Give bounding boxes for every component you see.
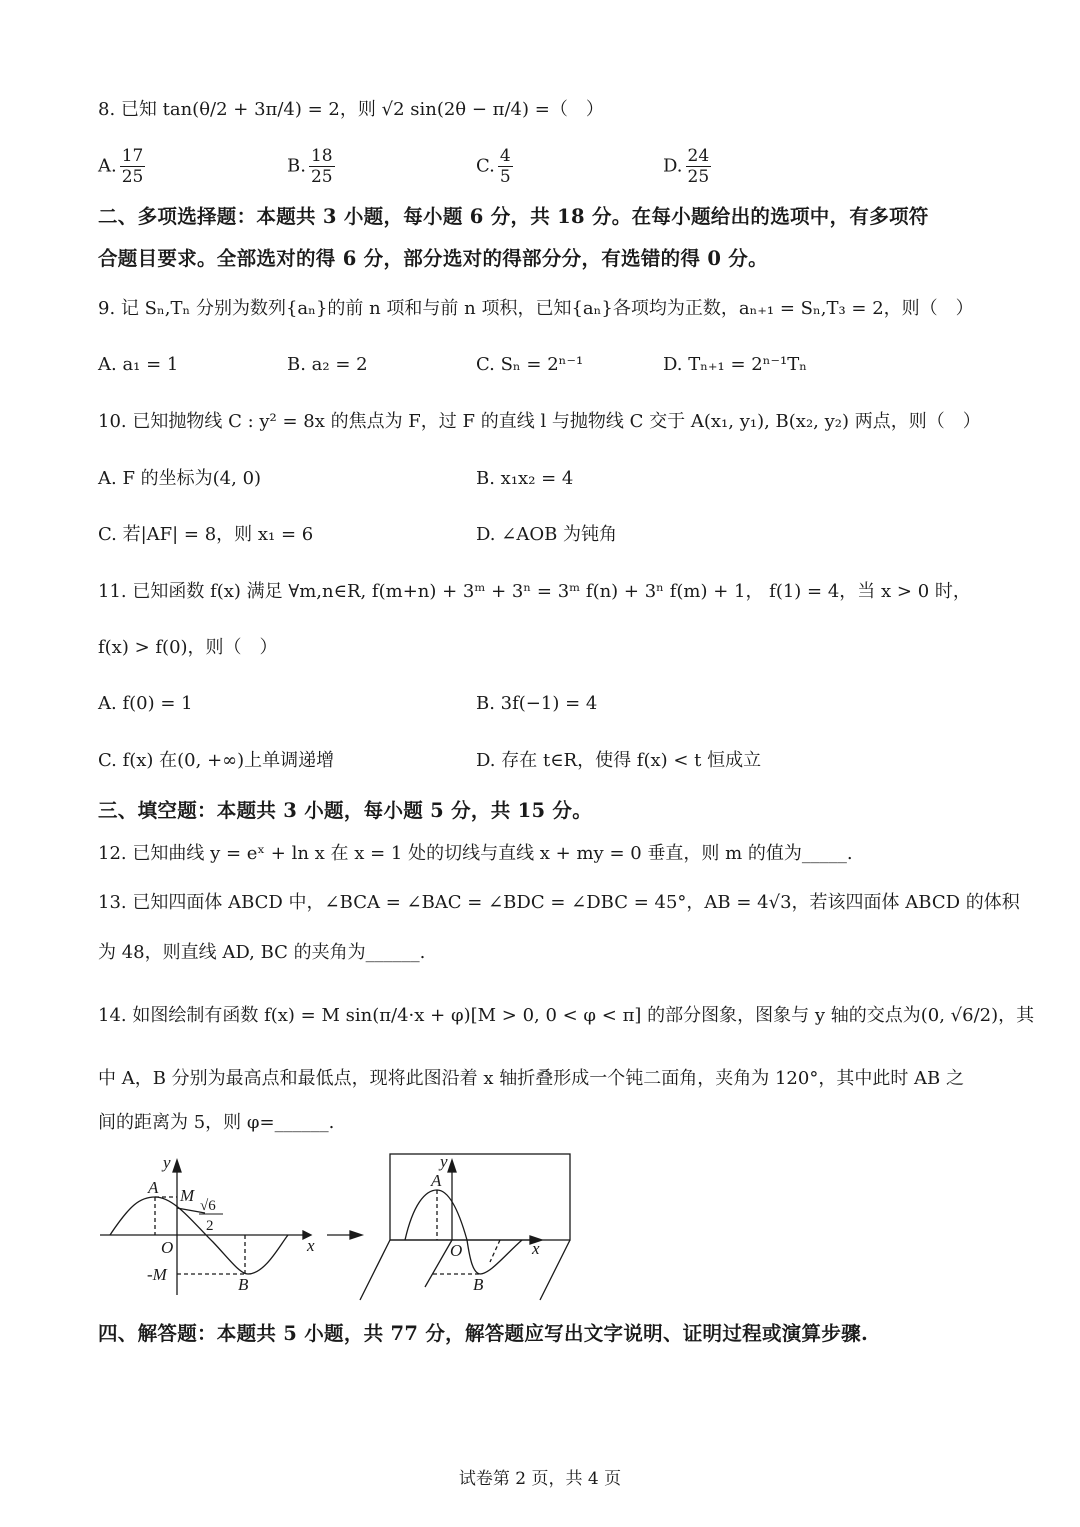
- section3-heading: 三、填空题：本题共 3 小题，每小题 5 分，共 15 分。: [98, 799, 593, 822]
- q8-stem: 8. 已知 tan(θ/2 + 3π/4) = 2，则 √2 sin(2θ − π/4) =（ ）: [98, 99, 604, 120]
- q13-stem: 13. 已知四面体 ABCD 中，∠BCA = ∠BAC = ∠BDC = ∠DBC = 45°，AB = 4√3，若该四面体 ABCD 的体积: [98, 892, 1020, 913]
- lower-plane-right: [540, 1240, 570, 1300]
- q10-option-a: A. F 的坐标为(4, 0): [98, 468, 262, 489]
- q11-option-a: A. f(0) = 1: [98, 693, 193, 714]
- lower-plane-left: [360, 1240, 390, 1300]
- page-footer: 试卷第 2 页，共 4 页: [458, 1469, 622, 1489]
- arrow-right-icon: [350, 1231, 362, 1239]
- q11-option-d: D. 存在 t∈R，使得 f(x) < t 恒成立: [476, 750, 762, 771]
- q14-figure: [95, 1150, 585, 1305]
- q14-stem-cont: 中 A，B 分别为最高点和最低点，现将此图沿着 x 轴折叠形成一个钝二面角，夹角为 120°，其中此时 AB 之: [98, 1068, 965, 1089]
- left-y-label: y: [163, 1153, 171, 1172]
- y-axis-arrow-icon: [173, 1160, 181, 1172]
- left-intercept-den: 2: [206, 1218, 214, 1234]
- q11-stem: 11. 已知函数 f(x) 满足 ∀m,n∈R, f(m+n) + 3ᵐ + 3ⁿ = 3ᵐ f(n) + 3ⁿ f(m) + 1， f(1) = 4，当 x > 0 时，: [98, 581, 971, 602]
- q9-option-b: B. a₂ = 2: [287, 354, 368, 375]
- q14-stem-end: 间的距离为 5，则 φ=______.: [98, 1112, 335, 1133]
- q14-stem: 14. 如图绘制有函数 f(x) = M sin(π/4·x + φ)[M > 0, 0 < φ < π] 的部分图象，图象与 y 轴的交点为(0, √6/2)，其: [98, 1005, 1035, 1026]
- q11-stem-cont: f(x) > f(0)，则（ ）: [98, 637, 278, 658]
- right-origin-label: O: [450, 1241, 463, 1260]
- left-origin-label: O: [161, 1238, 174, 1257]
- right-point-a: A: [431, 1171, 442, 1190]
- q10-option-d: D. ∠AOB 为钝角: [476, 524, 618, 545]
- q8-option-a: A. $\frac{17}{25}$: [98, 146, 144, 187]
- left-point-a: A: [148, 1178, 159, 1197]
- q11-option-c: C. f(x) 在(0, +∞)上单调递增: [98, 750, 335, 771]
- q9-option-a: A. a₁ = 1: [98, 354, 179, 375]
- left-x-label: x: [307, 1236, 315, 1255]
- right-y-label: y: [440, 1152, 448, 1171]
- q13-stem-cont: 为 48，则直线 AD, BC 的夹角为______.: [98, 942, 426, 963]
- q12-stem: 12. 已知曲线 y = eˣ + ln x 在 x = 1 处的切线与直线 x + my = 0 垂直，则 m 的值为_____.: [98, 843, 853, 864]
- left-m-label: M: [180, 1186, 195, 1205]
- q9-option-d: D. Tₙ₊₁ = 2ⁿ⁻¹Tₙ: [663, 354, 808, 375]
- upper-plane: [390, 1154, 570, 1240]
- q8-option-b: B. $\frac{18}{25}$: [287, 146, 333, 187]
- section4-heading: 四、解答题：本题共 5 小题，共 77 分，解答题应写出文字说明、证明过程或演算步骤.: [98, 1322, 869, 1345]
- left-point-b: B: [238, 1275, 249, 1294]
- right-point-b: B: [473, 1275, 484, 1294]
- right-x-label: x: [532, 1239, 540, 1258]
- q10-stem: 10. 已知抛物线 C : y² = 8x 的焦点为 F，过 F 的直线 l 与抛物线 C 交于 A(x₁, y₁), B(x₂, y₂) 两点，则（ ）: [98, 411, 981, 432]
- section2-heading: 二、多项选择题：本题共 3 小题，每小题 6 分，共 18 分。在每小题给出的选项中，有多项符: [98, 205, 929, 228]
- left-intercept-num: √6: [200, 1198, 216, 1214]
- q10-option-b: B. x₁x₂ = 4: [476, 468, 574, 489]
- section2-heading-cont: 合题目要求。全部选对的得 6 分，部分选对的得部分分，有选错的得 0 分。: [98, 247, 768, 270]
- q8-option-c: C. $\frac{4}{5}$: [476, 146, 511, 187]
- q8-option-d: D. $\frac{24}{25}$: [663, 146, 710, 187]
- q9-stem: 9. 记 Sₙ,Tₙ 分别为数列{aₙ}的前 n 项和与前 n 项积，已知{aₙ}各项均为正数，aₙ₊₁ = Sₙ,T₃ = 2，则（ ）: [98, 298, 974, 319]
- q10-option-c: C. 若|AF| = 8，则 x₁ = 6: [98, 524, 314, 545]
- left-neg-m-label: -M: [147, 1265, 167, 1284]
- q9-option-c: C. Sₙ = 2ⁿ⁻¹: [476, 354, 584, 375]
- q11-option-b: B. 3f(−1) = 4: [476, 693, 598, 714]
